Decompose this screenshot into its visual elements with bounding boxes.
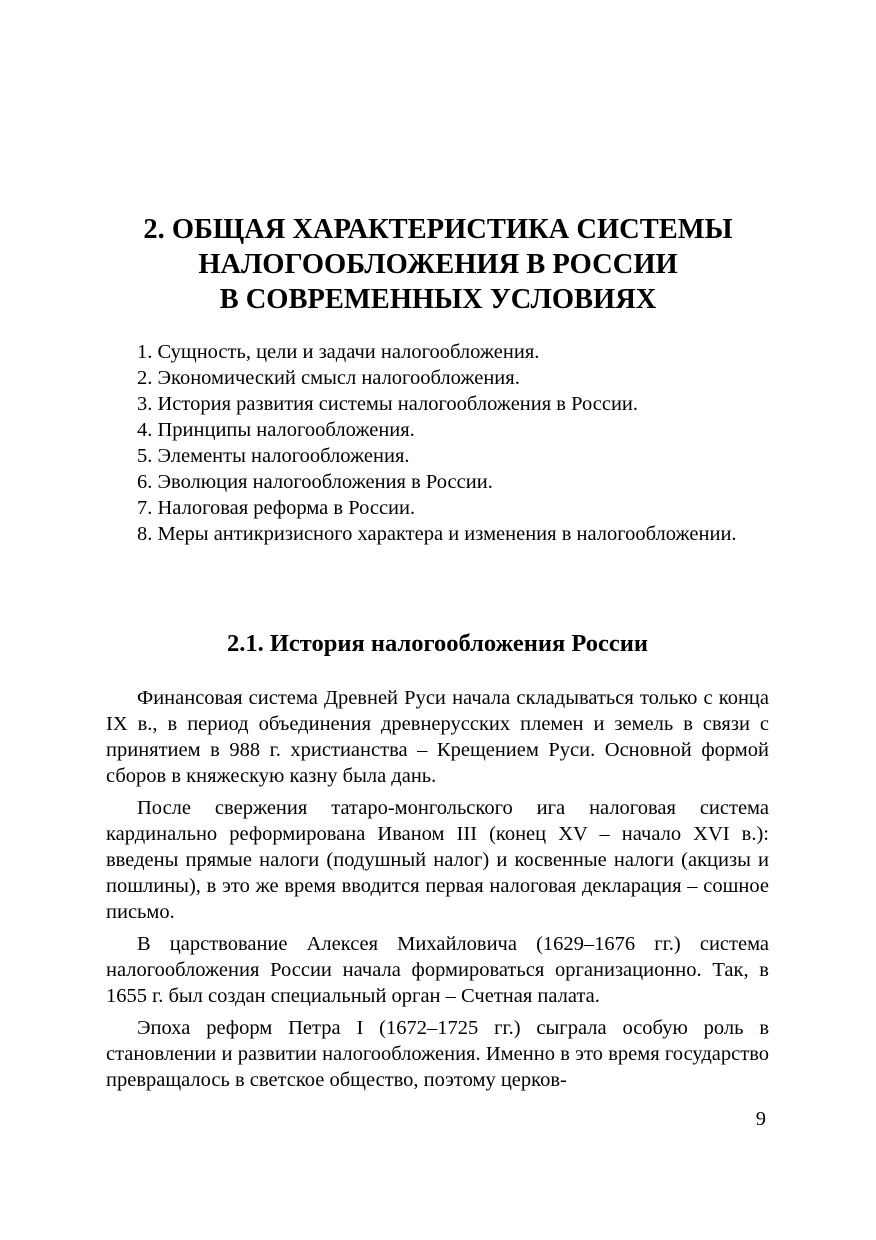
chapter-title-line: В СОВРЕМЕННЫХ УСЛОВИЯХ xyxy=(219,284,657,315)
page-number: 9 xyxy=(755,1108,766,1130)
chapter-title xyxy=(100,212,776,317)
paragraph: Эпоха реформ Петра I (1672–1725 гг.) сыграла особую роль в становлении и развитии налогообложения. Именно в это время государство превращалось в светское общество, поэтому церков- xyxy=(106,1017,769,1091)
contents-item: 2. Экономический смысл налогообложения. xyxy=(137,367,520,389)
contents-item: 3. История развития системы налогообложения в России. xyxy=(137,393,639,415)
contents-item: 7. Налоговая реформа в России. xyxy=(137,497,416,519)
paragraph: В царствование Алексея Михайловича (1629–1676 гг.) система налогообложения России начала формироваться организационно. Так, в 1655 г. был создан специальный орган – Счетная палата. xyxy=(106,933,769,1007)
contents-item: 4. Принципы налогообложения. xyxy=(137,419,415,441)
contents-item: 5. Элементы налогообложения. xyxy=(137,445,410,467)
section-body xyxy=(106,685,769,1099)
paragraph: Финансовая система Древней Руси начала складываться только с конца IX в., в период объединения древнерусских племен и земель в связи с принятием в 988 г. христианства – Крещением Руси. Основной формой сборов в княжескую казну была дань. xyxy=(106,687,769,787)
chapter-title-line: НАЛОГООБЛОЖЕНИЯ В РОССИИ xyxy=(198,249,678,280)
contents-item: 1. Сущность, цели и задачи налогообложения. xyxy=(137,341,540,363)
paragraph: После свержения татаро-монгольского ига налоговая система кардинально реформирована Иваном III (конец XV – начало XVI в.): введены прямые налоги (подушный налог) и косвенные налоги (акцизы и пошлины), в это же время вводится первая налоговая декларация – сошное письмо. xyxy=(106,797,769,923)
section-title: 2.1. История налогообложения России xyxy=(226,630,649,657)
chapter-title-line: 2. ОБЩАЯ ХАРАКТЕРИСТИКА СИСТЕМЫ xyxy=(143,214,733,245)
contents-item: 8. Меры антикризисного характера и изменения в налогообложении. xyxy=(137,523,737,545)
contents-item: 6. Эволюция налогообложения в России. xyxy=(137,471,493,493)
chapter-contents-list xyxy=(106,339,769,547)
